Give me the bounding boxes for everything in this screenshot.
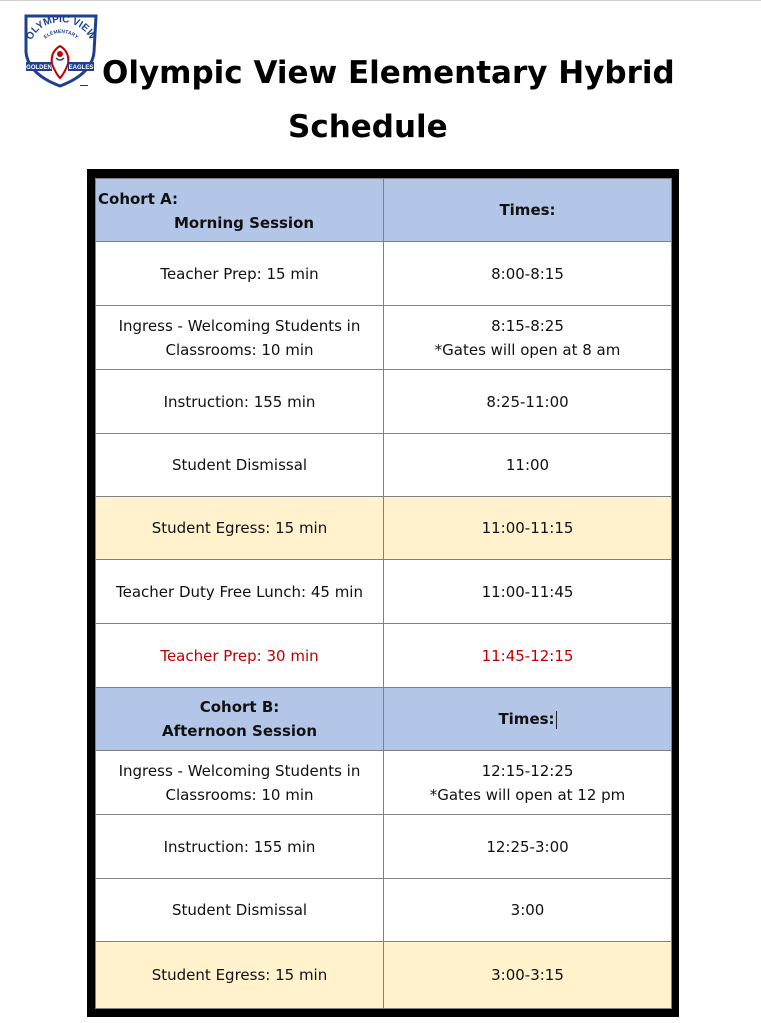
activity-cell: Teacher Duty Free Lunch: 45 min bbox=[96, 560, 384, 624]
table-row-highlighted bbox=[96, 497, 672, 560]
time-cell: 11:45-12:15 bbox=[384, 624, 672, 688]
title-line-1: Olympic View Elementary Hybrid bbox=[102, 55, 675, 91]
cohort-a-header-row bbox=[96, 179, 672, 242]
activity-line: Ingress - Welcoming Students in bbox=[118, 761, 361, 780]
time-cell: 8:00-8:15 bbox=[384, 242, 672, 306]
time-line: 12:15-12:25 bbox=[481, 761, 574, 780]
activity-cell: Student Dismissal bbox=[96, 434, 384, 497]
time-line: 8:15-8:25 bbox=[491, 316, 564, 335]
time-cell: 8:25-11:00 bbox=[384, 370, 672, 434]
activity-cell: Instruction: 155 min bbox=[96, 370, 384, 434]
cohort-b-title: Cohort B: bbox=[199, 698, 280, 716]
activity-cell: Student Egress: 15 min bbox=[96, 942, 384, 1009]
activity-cell: Student Egress: 15 min bbox=[96, 497, 384, 560]
time-cell bbox=[384, 751, 672, 815]
time-cell: 12:25-3:00 bbox=[384, 815, 672, 879]
cohort-b-label bbox=[96, 688, 384, 751]
cohort-b-header-row bbox=[96, 688, 672, 751]
activity-line: Classrooms: 10 min bbox=[165, 340, 314, 359]
logo-left-banner: GOLDEN bbox=[26, 65, 52, 71]
time-cell: 3:00 bbox=[384, 879, 672, 942]
gates-note: *Gates will open at 12 pm bbox=[429, 785, 626, 804]
schedule-frame bbox=[87, 169, 679, 1017]
activity-cell: Student Dismissal bbox=[96, 879, 384, 942]
table-row bbox=[96, 242, 672, 306]
gates-note: *Gates will open at 8 am bbox=[434, 340, 621, 359]
time-cell bbox=[384, 306, 672, 370]
activity-cell: Instruction: 155 min bbox=[96, 815, 384, 879]
cohort-a-session: Morning Session bbox=[174, 214, 315, 232]
table-row bbox=[96, 879, 672, 942]
table-row bbox=[96, 751, 672, 815]
cohort-a-label bbox=[96, 179, 384, 242]
activity-cell bbox=[96, 751, 384, 815]
logo-underline bbox=[80, 85, 88, 86]
school-logo bbox=[20, 12, 100, 88]
cohort-b-times-header: Times: bbox=[498, 710, 555, 728]
table-row bbox=[96, 434, 672, 497]
eagle-crest-icon bbox=[20, 12, 100, 88]
time-cell: 3:00-3:15 bbox=[384, 942, 672, 1009]
activity-line: Ingress - Welcoming Students in bbox=[118, 316, 361, 335]
cohort-b-times-cell bbox=[384, 688, 672, 751]
logo-sub-text: ELEMENTARY bbox=[42, 28, 80, 41]
activity-cell: Teacher Prep: 30 min bbox=[96, 624, 384, 688]
activity-line: Classrooms: 10 min bbox=[165, 785, 314, 804]
table-row bbox=[96, 560, 672, 624]
cohort-b-session: Afternoon Session bbox=[161, 722, 318, 740]
table-row-red bbox=[96, 624, 672, 688]
cohort-a-title: Cohort A: bbox=[98, 190, 178, 208]
table-row bbox=[96, 370, 672, 434]
time-cell: 11:00-11:45 bbox=[384, 560, 672, 624]
table-row-highlighted bbox=[96, 942, 672, 1009]
activity-cell bbox=[96, 306, 384, 370]
schedule-table bbox=[95, 178, 672, 1009]
time-cell: 11:00-11:15 bbox=[384, 497, 672, 560]
time-cell: 11:00 bbox=[384, 434, 672, 497]
table-row bbox=[96, 306, 672, 370]
activity-cell: Teacher Prep: 15 min bbox=[96, 242, 384, 306]
table-row bbox=[96, 815, 672, 879]
top-border bbox=[0, 0, 761, 1]
logo-top-text: OLYMPIC VIEW bbox=[24, 14, 98, 42]
logo-right-banner: EAGLES bbox=[68, 65, 94, 71]
cohort-a-times-header: Times: bbox=[384, 179, 672, 242]
text-cursor bbox=[556, 711, 557, 729]
title-line-2: Schedule bbox=[288, 109, 448, 145]
